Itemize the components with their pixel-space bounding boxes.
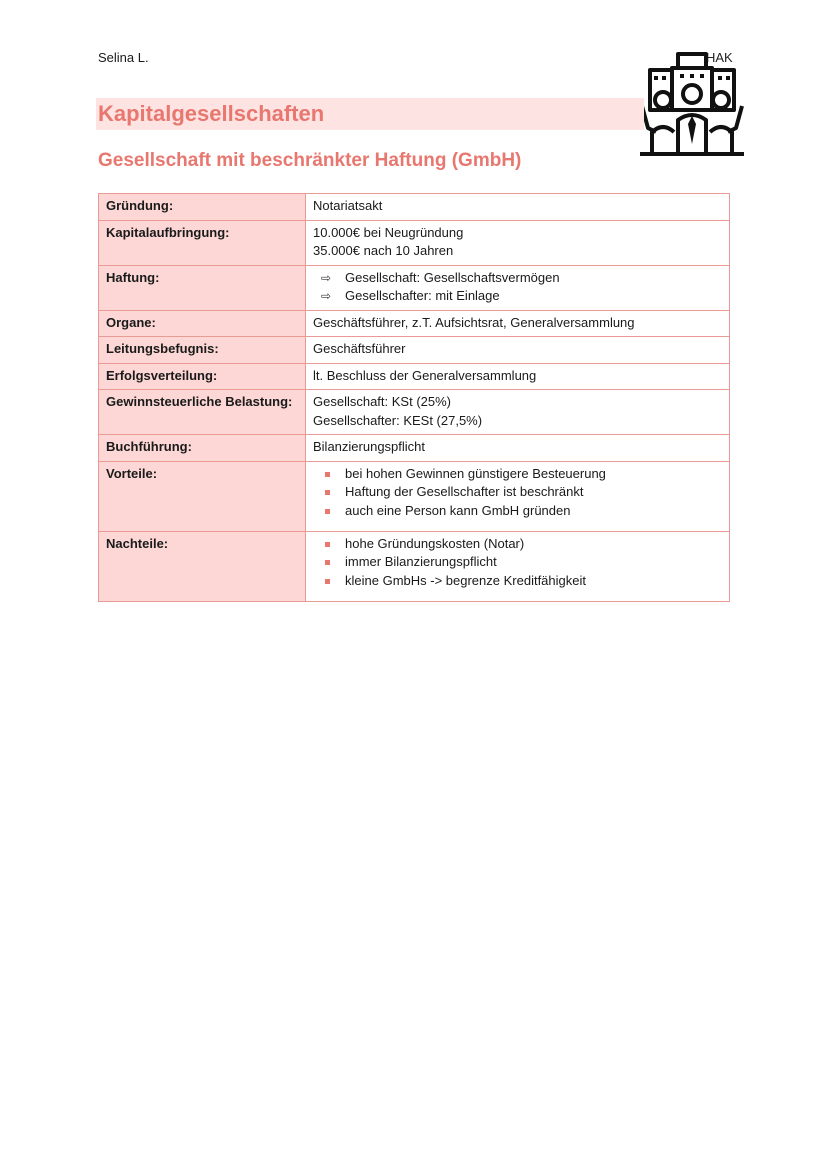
row-value (306, 531, 730, 601)
list-item-text: auch eine Person kann GmbH gründen (345, 502, 571, 518)
table-row (99, 337, 730, 364)
section-subtitle: Gesellschaft mit beschränkter Haftung (GmbH) (98, 150, 522, 171)
disadvantages-list (313, 535, 722, 591)
table-row (99, 194, 730, 221)
row-label: Gewinnsteuerliche Belastung: (99, 390, 306, 435)
list-item-text: Gesellschaft: Gesellschaftsvermögen (345, 269, 560, 285)
row-value (306, 435, 730, 462)
row-label: Vorteile: (99, 461, 306, 531)
table-row (99, 390, 730, 435)
table-row (99, 220, 730, 265)
row-value (306, 220, 730, 265)
row-value (306, 265, 730, 310)
table-row (99, 531, 730, 601)
advantages-list (313, 465, 722, 521)
table-row (99, 310, 730, 337)
row-label: Kapitalaufbringung: (99, 220, 306, 265)
list-item (321, 269, 722, 288)
list-item (321, 502, 722, 521)
table-row (99, 461, 730, 531)
square-bullet-icon (325, 542, 330, 547)
table-row (99, 265, 730, 310)
list-item (321, 572, 722, 591)
arrow-right-outline-icon: ⇨ (321, 289, 332, 303)
gmbh-info-table (98, 193, 730, 602)
value-line: Gesellschafter: KESt (27,5%) (313, 412, 483, 428)
row-value (306, 390, 730, 435)
row-label: Erfolgsverteilung: (99, 363, 306, 390)
row-value (306, 337, 730, 364)
list-item (321, 553, 722, 572)
square-bullet-icon (325, 579, 330, 584)
page-title: Kapitalgesellschaften (98, 101, 325, 126)
row-label: Haftung: (99, 265, 306, 310)
row-label: Leitungsbefugnis: (99, 337, 306, 364)
list-item (321, 483, 722, 502)
list-item-text: bei hohen Gewinnen günstigere Besteuerung (345, 465, 606, 481)
value-line: Gesellschaft: KSt (25%) (313, 394, 451, 409)
table-row (99, 363, 730, 390)
value-line: Geschäftsführer, z.T. Aufsichtsrat, Generalversammlung (313, 314, 635, 330)
row-value (306, 461, 730, 531)
business-team-icon (638, 48, 746, 158)
list-item-text: hohe Gründungskosten (Notar) (345, 535, 525, 551)
row-label: Gründung: (99, 194, 306, 221)
list-item-text: Gesellschafter: mit Einlage (345, 288, 500, 303)
value-line: lt. Beschluss der Generalversammlung (313, 367, 537, 383)
list-item-text: immer Bilanzierungspflicht (345, 554, 497, 569)
square-bullet-icon (325, 490, 330, 495)
list-item-text: Haftung der Gesellschafter ist beschränkt (345, 484, 584, 499)
value-line: Notariatsakt (313, 198, 383, 213)
row-label: Nachteile: (99, 531, 306, 601)
row-label: Organe: (99, 310, 306, 337)
arrow-right-outline-icon: ⇨ (321, 270, 332, 285)
value-line: Geschäftsführer (313, 341, 406, 356)
list-item-text: kleine GmbHs -> begrenze Kreditfähigkeit (345, 572, 586, 588)
row-value (306, 194, 730, 221)
arrow-list (313, 269, 722, 306)
square-bullet-icon (325, 509, 330, 514)
list-item (321, 465, 722, 484)
value-line: 10.000€ bei Neugründung (313, 224, 464, 240)
author-name: Selina L. (98, 50, 149, 65)
square-bullet-icon (325, 472, 330, 477)
list-item (321, 287, 722, 306)
row-label: Buchführung: (99, 435, 306, 462)
row-value (306, 363, 730, 390)
row-value (306, 310, 730, 337)
list-item (321, 535, 722, 554)
square-bullet-icon (325, 560, 330, 565)
value-line: Bilanzierungspflicht (313, 439, 426, 454)
value-line: 35.000€ nach 10 Jahren (313, 243, 454, 258)
table-row (99, 435, 730, 462)
school-label: HAK (706, 50, 733, 65)
